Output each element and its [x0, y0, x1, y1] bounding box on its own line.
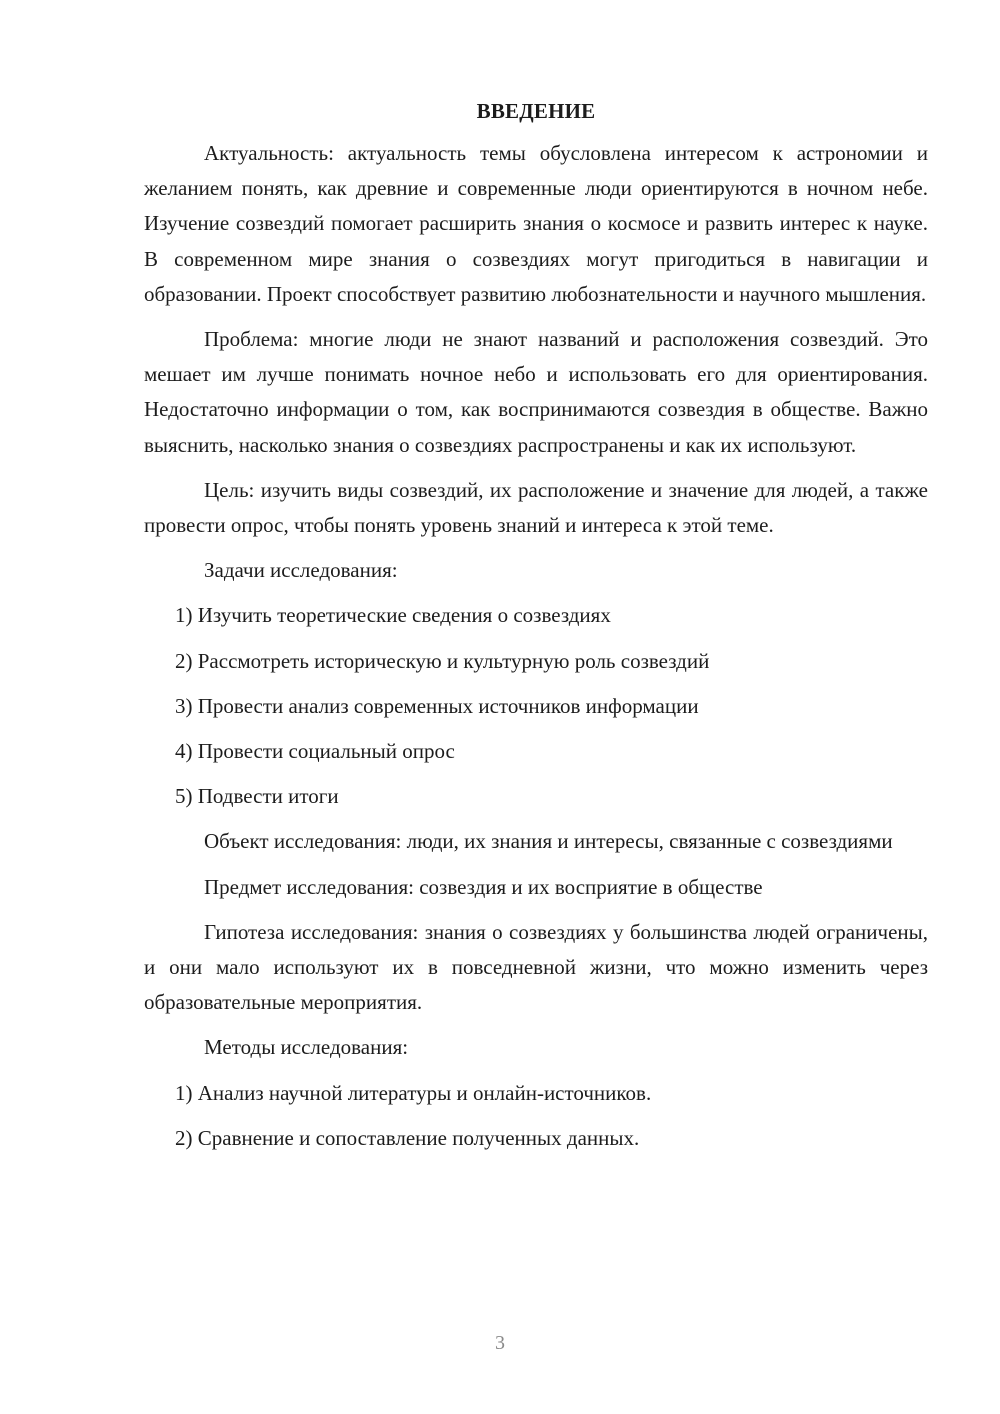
hypothesis-paragraph: Гипотеза исследования: знания о созвездиях у большинства людей ограничены, и они мало используют их в повседневной жизни, что можно изменить через образовательные мероприятия.: [144, 919, 928, 1015]
list-item: 2) Сравнение и сопоставление полученных данных.: [175, 1125, 640, 1150]
problem-paragraph: Проблема: многие люди не знают названий и расположения созвездий. Это мешает им лучше понимать ночное небо и использовать его для ориентирования. Недостаточно информации о том, как воспринимаются созвездия в обществе. Важно выяснить, насколько знания о созвездиях распространены и как их используют.: [144, 327, 928, 457]
methods-list: [144, 1076, 928, 1156]
goal-paragraph: Цель: изучить виды созвездий, их расположение и значение для людей, а также провести опрос, чтобы понять уровень знаний и интереса к этой теме.: [144, 477, 928, 538]
methods-label: Методы исследования:: [204, 1035, 409, 1060]
page-number: 3: [495, 1332, 505, 1354]
document-page: [144, 96, 928, 1166]
object-paragraph: Объект исследования: люди, их знания и интересы, связанные с созвездиями: [204, 829, 893, 854]
section-heading: ВВЕДЕНИЕ: [476, 99, 596, 123]
tasks-list: [144, 598, 928, 814]
relevance-paragraph: Актуальность: актуальность темы обусловлена интересом к астрономии и желанием понять, как древние и современные люди ориентируются в ночном небе. Изучение созвездий помогает расширить знания о космосе и развить интерес к науке. В современном мире знания о созвездиях могут пригодиться в навигации и образовании. Проект способствует развитию любознательности и научного мышления.: [144, 141, 928, 306]
list-item: 5) Подвести итоги: [175, 784, 339, 809]
list-item: 2) Рассмотреть историческую и культурную роль созвездий: [175, 648, 710, 673]
list-item: 1) Изучить теоретические сведения о созвездиях: [175, 603, 611, 628]
tasks-label: Задачи исследования:: [204, 558, 398, 583]
list-item: 3) Провести анализ современных источников информации: [175, 693, 699, 718]
subject-paragraph: Предмет исследования: созвездия и их восприятие в обществе: [204, 874, 763, 899]
list-item: 1) Анализ научной литературы и онлайн-источников.: [175, 1080, 652, 1105]
list-item: 4) Провести социальный опрос: [175, 739, 455, 764]
